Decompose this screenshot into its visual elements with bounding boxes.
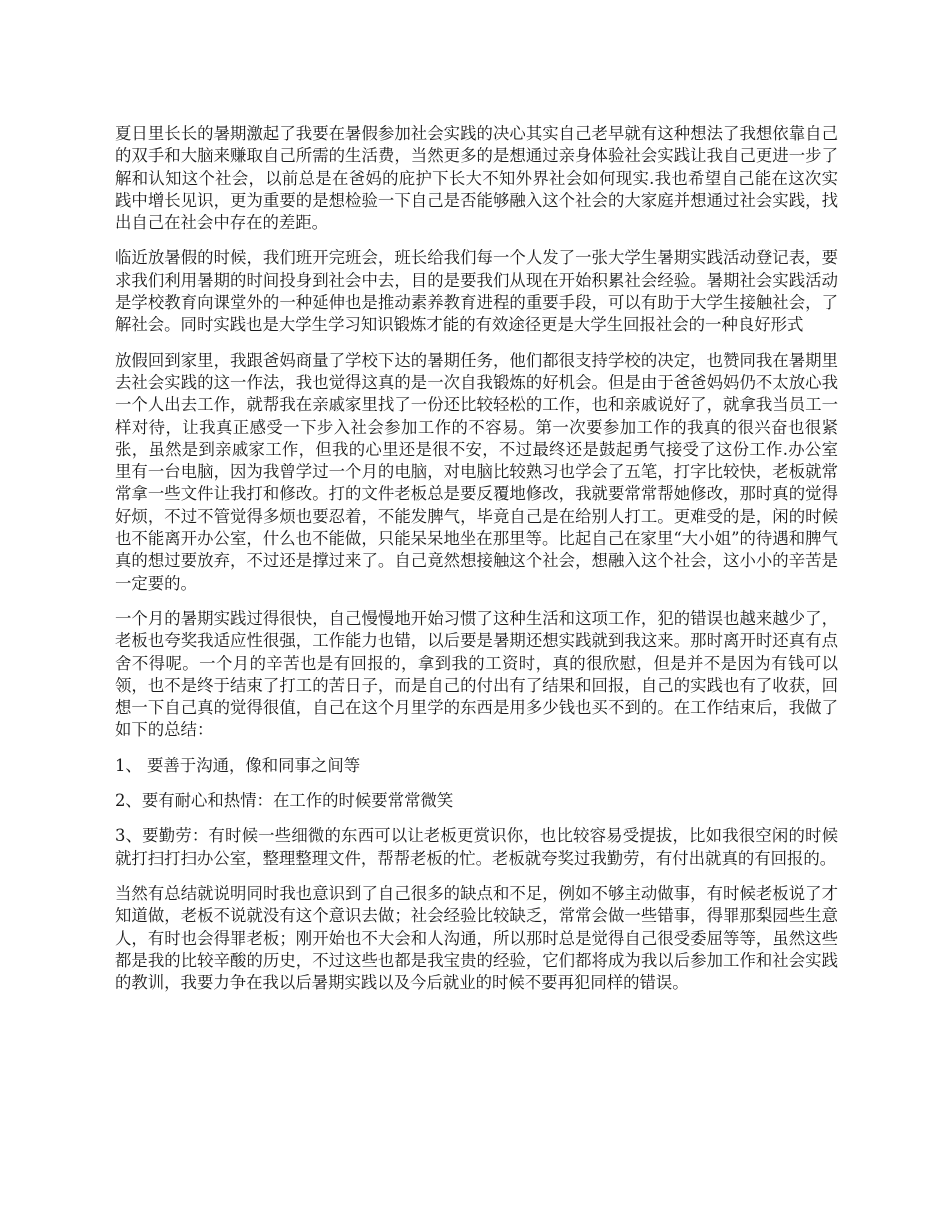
document-page [115,123,838,1007]
summary-item-diligence: 3、要勤劳：有时候一些细微的东西可以让老板更赏识你，也比较容易受提拔，比如我很空闲的时候就打扫打扫办公室，整理整理文件，帮帮老板的忙。老板就夸奖过我勤劳，有付出就真的有回报的。 [115,826,838,868]
summary-item-communication: 1、 要善于沟通，像和同事之间等 [115,755,361,775]
paragraph-intro: 夏日里长长的暑期激起了我要在暑假参加社会实践的决心其实自己老早就有这种想法了我想依靠自己的双手和大脑来赚取自己所需的生活费，当然更多的是想通过亲身体验社会实践让我自己更进一步了解和认知这个社会，以前总是在爸妈的庇护下长大不知外界社会如何现实.我也希望自己能在这次实践中增长见识，更为重要的是想检验一下自己是否能够融入这个社会的大家庭并想通过社会实践，找出自己在社会中存在的差距。 [115,124,838,233]
paragraph-class-meeting: 临近放暑假的时候，我们班开完班会，班长给我们每一个人发了一张大学生暑期实践活动登记表，要求我们利用暑期的时间投身到社会中去，目的是要我们从现在开始积累社会经验。暑期社会实践活动是学校教育向课堂外的一种延伸也是推动素养教育进程的重要手段，可以有助于大学生接触社会，了解社会。同时实践也是大学生学习知识锻炼才能的有效途径更是大学生回报社会的一种良好形式 [115,248,838,335]
paragraph-shortcomings: 当然有总结就说明同时我也意识到了自己很多的缺点和不足，例如不够主动做事，有时候老板说了才知道做，老板不说就没有这个意识去做；社会经验比较缺乏，常常会做一些错事，得罪那梨园些生意人，有时也会得罪老板；刚开始也不大会和人沟通，所以那时总是觉得自己很受委屈等等，虽然这些都是我的比较辛酸的历史，不过这些也都是我宝贵的经验，它们都将成为我以后参加工作和社会实践的教训，我要力争在我以后暑期实践以及今后就业的时候不要再犯同样的错误。 [115,883,838,993]
paragraph-month-summary: 一个月的暑期实践过得很快，自己慢慢地开始习惯了这种生活和这项工作，犯的错误也越来越少了，老板也夸奖我适应性很强，工作能力也错，以后要是暑期还想实践就到我这来。那时离开时还真有点舍不得呢。一个月的辛苦也是有回报的，拿到我的工资时，真的很欣慰，但是并不是因为有钱可以领，也不是终于结束了打工的苦日子，而是自己的付出有了结果和回报，自己的实践也有了收获，回想一下自己真的觉得很值，自己在这个月里学的东西是用多少钱也买不到的。在工作结束后，我做了如下的总结： [115,608,838,740]
summary-item-patience: 2、要有耐心和热情：在工作的时候要常常微笑 [115,791,454,811]
paragraph-work-experience: 放假回到家里，我跟爸妈商量了学校下达的暑期任务，他们都很支持学校的决定，也赞同我在暑期里去社会实践的这一作法，我也觉得这真的是一次自我锻炼的好机会。但是由于爸爸妈妈仍不太放心我一个人出去工作，就帮我在亲戚家里找了一份还比较轻松的工作，也和亲戚说好了，就拿我当员工一样对待，让我真正感受一下步入社会参加工作的不容易。第一次要参加工作的我真的很兴奋也很紧张，虽然是到亲戚家工作，但我的心里还是很不安，不过最终还是鼓起勇气接受了这份工作.办公室里有一台电脑，因为我曾学过一个月的电脑，对电脑比较熟习也学会了五笔，打字比较快，老板就常常拿一些文件让我打和修改。打的文件老板总是要反覆地修改，我就要常常帮她修改，那时真的觉得好烦，不过不管觉得多烦也要忍着，不能发脾气，毕竟自己是在给别人打工。更难受的是，闲的时候也不能离开办公室，什么也不能做，只能呆呆地坐在那里等。比起自己在家里“大小姐”的待遇和脾气真的想过要放弃，不过还是撑过来了。自己竟然想接触这个社会，想融入这个社会，这小小的辛苦是一定要的。 [115,350,838,593]
